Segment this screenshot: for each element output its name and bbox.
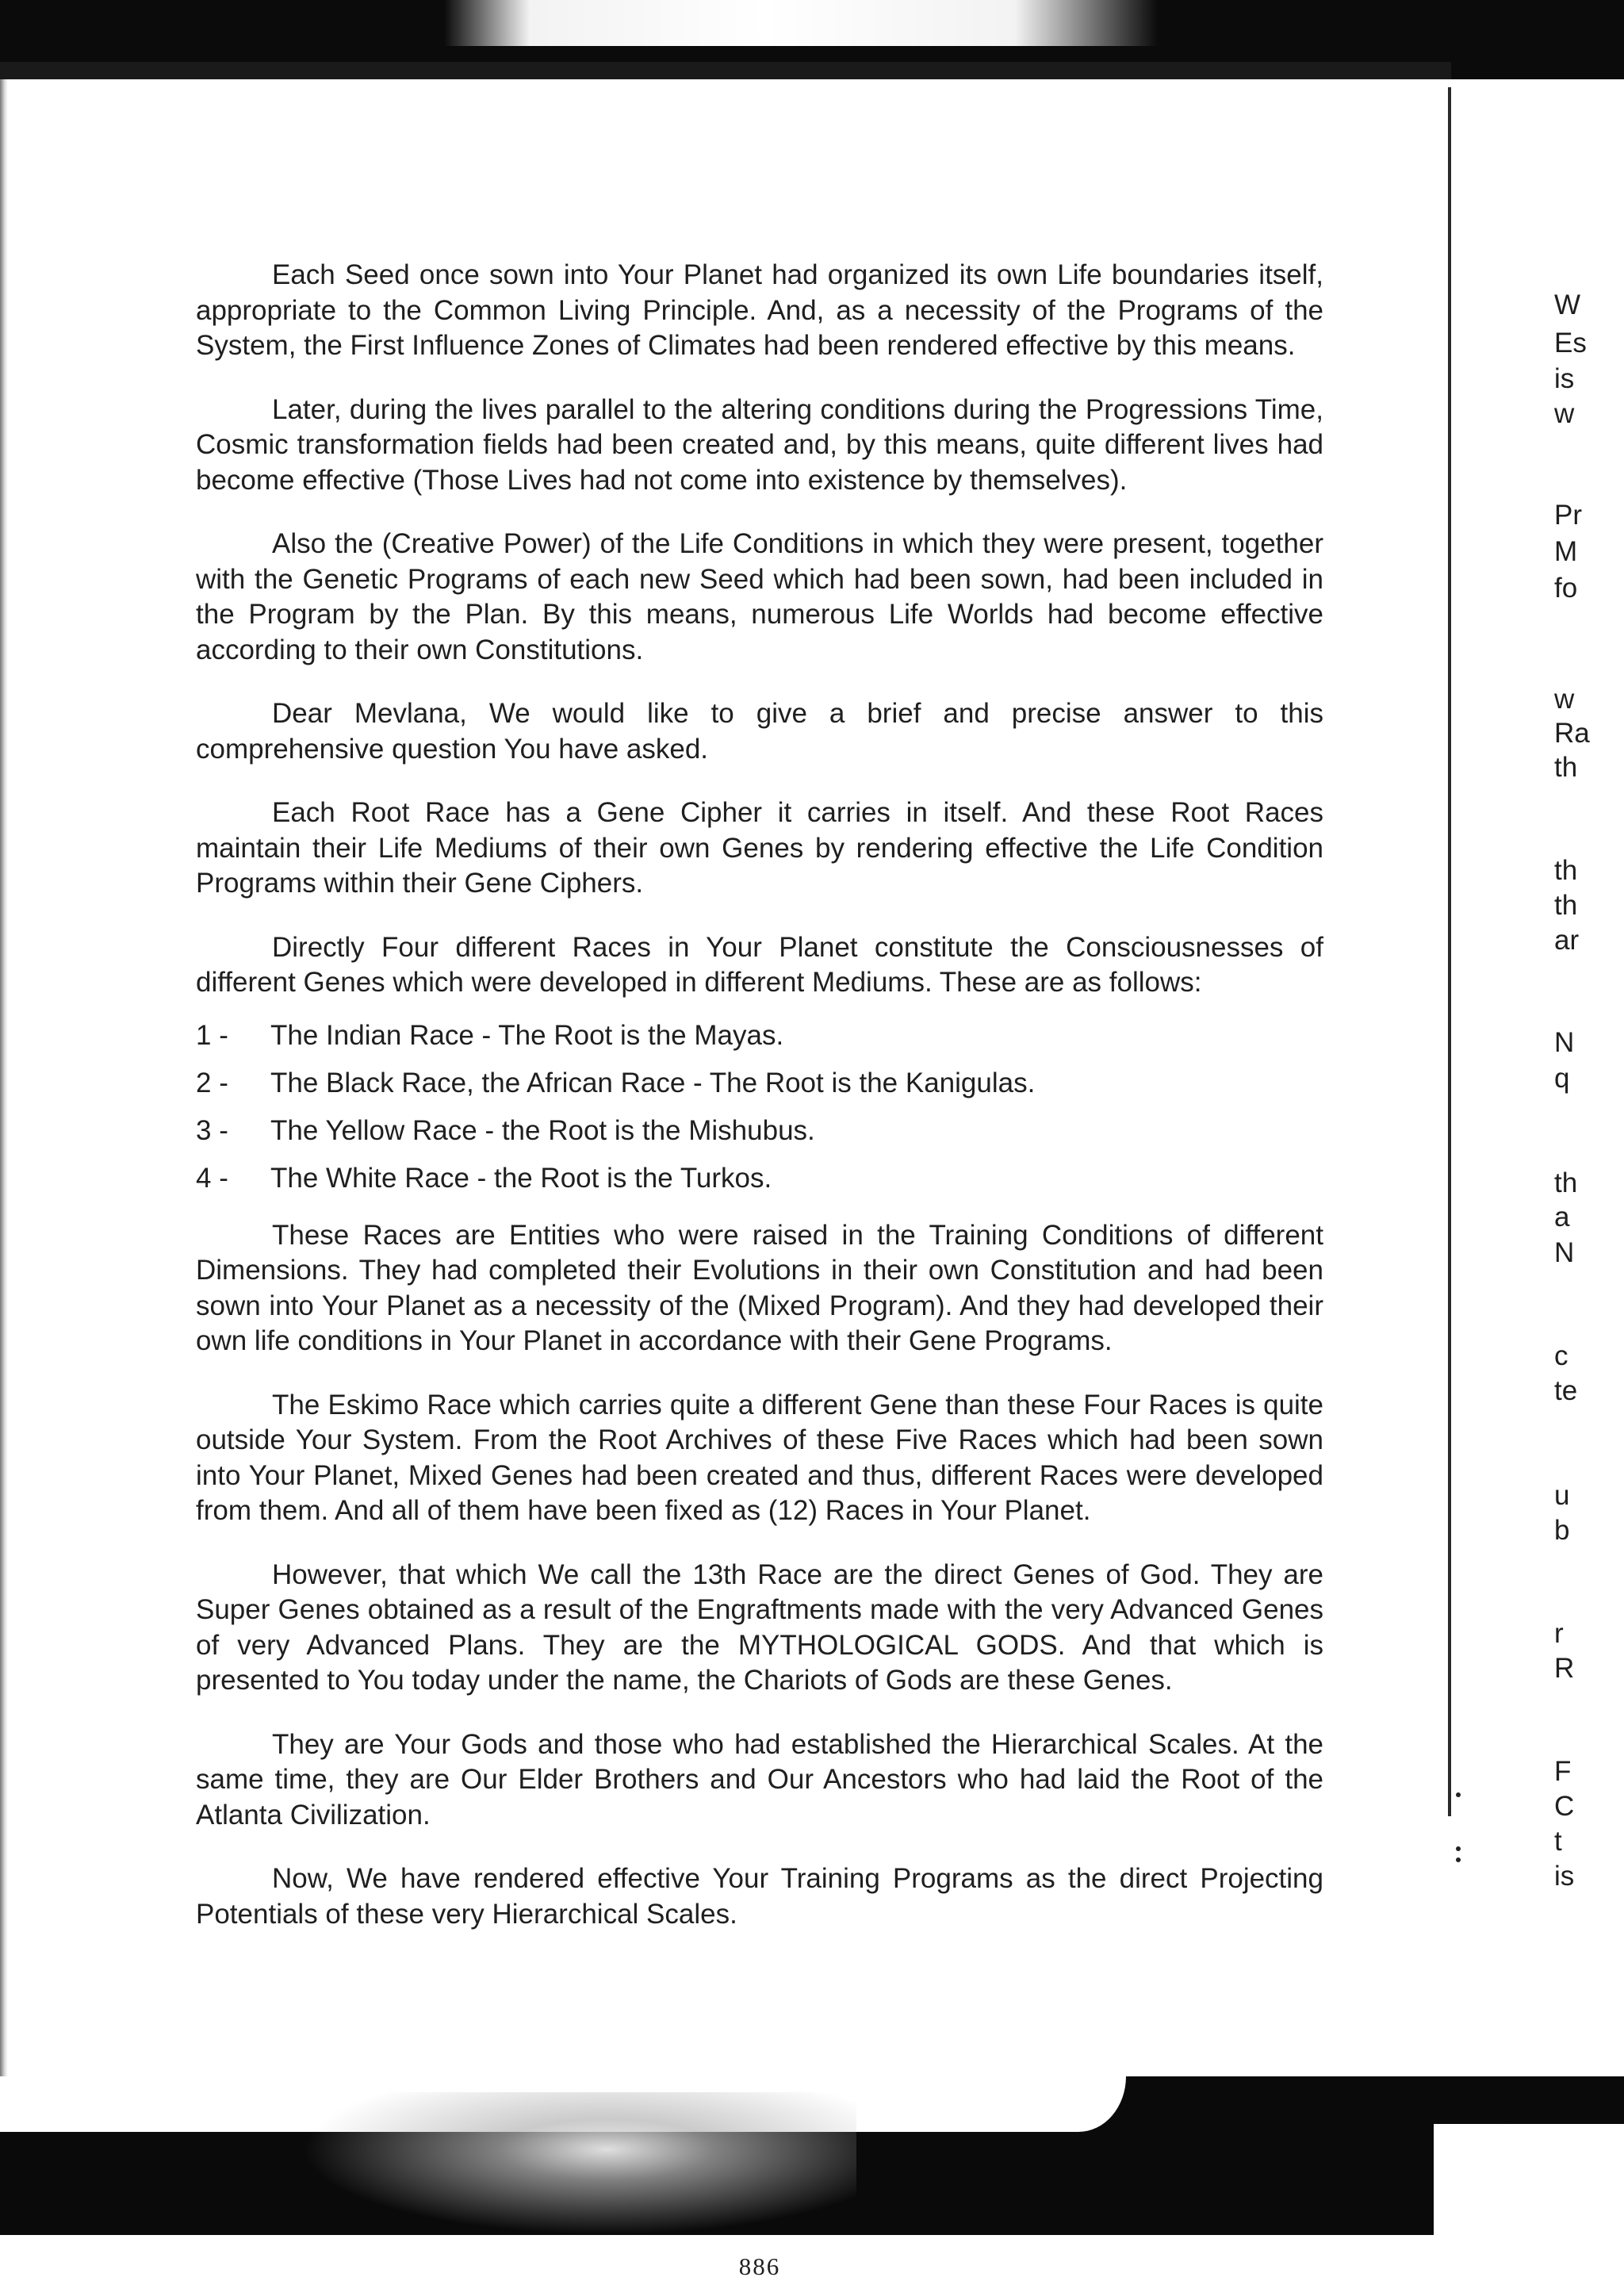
adjacent-page-fragment: th [1554, 890, 1578, 921]
list-text: The White Race - the Root is the Turkos. [270, 1162, 772, 1194]
scan-bottom-right-paper [1434, 2124, 1624, 2235]
adjacent-page-fragment: c [1554, 1340, 1568, 1371]
list-number: 2 - [196, 1067, 228, 1098]
adjacent-page-fragment: Ra [1554, 718, 1590, 749]
list-item [196, 1066, 1323, 1101]
race-list [196, 1018, 1323, 1196]
adjacent-page-fragment: q [1554, 1063, 1570, 1094]
adjacent-page-fragment: W [1554, 289, 1581, 320]
adjacent-page-fragment: th [1554, 752, 1578, 783]
adjacent-page-fragment: C [1554, 1791, 1575, 1822]
list-text: The Indian Race - The Root is the Mayas. [270, 1019, 784, 1051]
paragraph: Later, during the lives parallel to the altering conditions during the Progressions Time, Cosmic transformation fields had been created and, by this means, quite different lives had become effective (Those Lives had not come into existence by themselves). [196, 393, 1323, 496]
paragraph: Directly Four different Races in Your Planet constitute the Consciousnesses of different Genes which were developed in different Mediums. These are as follows: [196, 931, 1323, 998]
list-item [196, 1018, 1323, 1053]
adjacent-page-fragment: te [1554, 1375, 1578, 1406]
paragraph: Each Root Race has a Gene Cipher it carries in itself. And these Root Races maintain their Life Mediums of their own Genes by rendering effective the Life Condition Programs within their Gene Ciphers. [196, 797, 1323, 899]
adjacent-page-fragment: ar [1554, 925, 1580, 956]
list-item [196, 1114, 1323, 1148]
book-gutter-line [1448, 87, 1451, 1816]
adjacent-page-fragment: F [1554, 1756, 1572, 1787]
paragraph: Also the (Creative Power) of the Life Conditions in which they were present, together with the Genetic Programs of each new Seed which had been sown, had been included in the Program by the Plan. By this means, numerous Life Worlds had become effective according to their own Constitutions. [196, 528, 1323, 665]
adjacent-page-fragment: w [1554, 684, 1575, 715]
gutter-mark [1456, 1792, 1461, 1797]
page-number: 886 [738, 2252, 781, 2280]
adjacent-page-fragment: th [1554, 855, 1578, 886]
adjacent-page-fragment: th [1554, 1167, 1578, 1198]
paragraph: However, that which We call the 13th Race are the direct Genes of God. They are Super Genes obtained as a result of the Engraftments made with the very Advanced Genes of very Advanced Plans. They are the MYTHOLOGICAL GODS. And that which is presented to You today under the name, the Chariots of Gods are these Genes. [196, 1558, 1323, 1696]
paragraph: The Eskimo Race which carries quite a different Gene than these Four Races is quite outside Your System. From the Root Archives of these Five Races which had been sown into Your Planet, Mixed Genes had been created and thus, different Races were developed from them. And all of them have been fixed as (12) Races in Your Planet. [196, 1389, 1323, 1526]
adjacent-page-fragment: Es [1554, 328, 1587, 358]
adjacent-page-fragment: N [1554, 1237, 1575, 1268]
adjacent-page-fragment: Pr [1554, 500, 1582, 531]
adjacent-page-fragment: is [1554, 1861, 1575, 1892]
adjacent-page-fragment: b [1554, 1515, 1570, 1546]
adjacent-page-fragment: is [1554, 363, 1575, 394]
adjacent-page-fragment: R [1554, 1653, 1575, 1684]
list-item [196, 1161, 1323, 1196]
scan-top-shadow [0, 0, 1624, 79]
list-text: The Black Race, the African Race - The Root is the Kanigulas. [270, 1067, 1036, 1098]
scan-left-edge [0, 79, 8, 2110]
adjacent-page-fragment: a [1554, 1202, 1570, 1233]
adjacent-page-fragment: N [1554, 1027, 1575, 1058]
list-number: 3 - [196, 1114, 228, 1146]
gutter-mark [1456, 1857, 1461, 1862]
list-number: 4 - [196, 1162, 228, 1194]
adjacent-page-fragment: r [1554, 1618, 1564, 1649]
book-page [196, 258, 1323, 2280]
adjacent-page-fragment: w [1554, 398, 1575, 429]
paragraph: These Races are Entities who were raised in the Training Conditions of different Dimensions. They had completed their Evolutions in their own Constitution and had been sown into Your Planet as a necessity of the (Mixed Program). And they had developed their own life conditions in Your Planet in accordance with their Gene Programs. [196, 1219, 1323, 1356]
scan-bottom-shadow [0, 2076, 1624, 2235]
paragraph: Now, We have rendered effective Your Training Programs as the direct Projecting Potentials of these very Hierarchical Scales. [196, 1863, 1323, 1930]
paragraph: Dear Mevlana, We would like to give a brief and precise answer to this comprehensive question You have asked. [196, 698, 1323, 765]
paragraph: They are Your Gods and those who had established the Hierarchical Scales. At the same time, they are Our Elder Brothers and Our Ancestors who had laid the Root of the Atlanta Civilization. [196, 1728, 1323, 1831]
adjacent-page-fragment: u [1554, 1480, 1570, 1511]
adjacent-page-fragment: fo [1554, 573, 1578, 604]
list-number: 1 - [196, 1019, 228, 1051]
adjacent-page-fragment: M [1554, 536, 1578, 567]
gutter-mark [1456, 1846, 1461, 1851]
adjacent-page-fragment: t [1554, 1826, 1562, 1857]
paragraph: Each Seed once sown into Your Planet had organized its own Life boundaries itself, appropriate to the Common Living Principle. And, as a necessity of the Programs of the System, the First Influence Zones of Climates had been rendered effective by this means. [196, 259, 1323, 361]
list-text: The Yellow Race - the Root is the Mishubus. [270, 1114, 815, 1146]
